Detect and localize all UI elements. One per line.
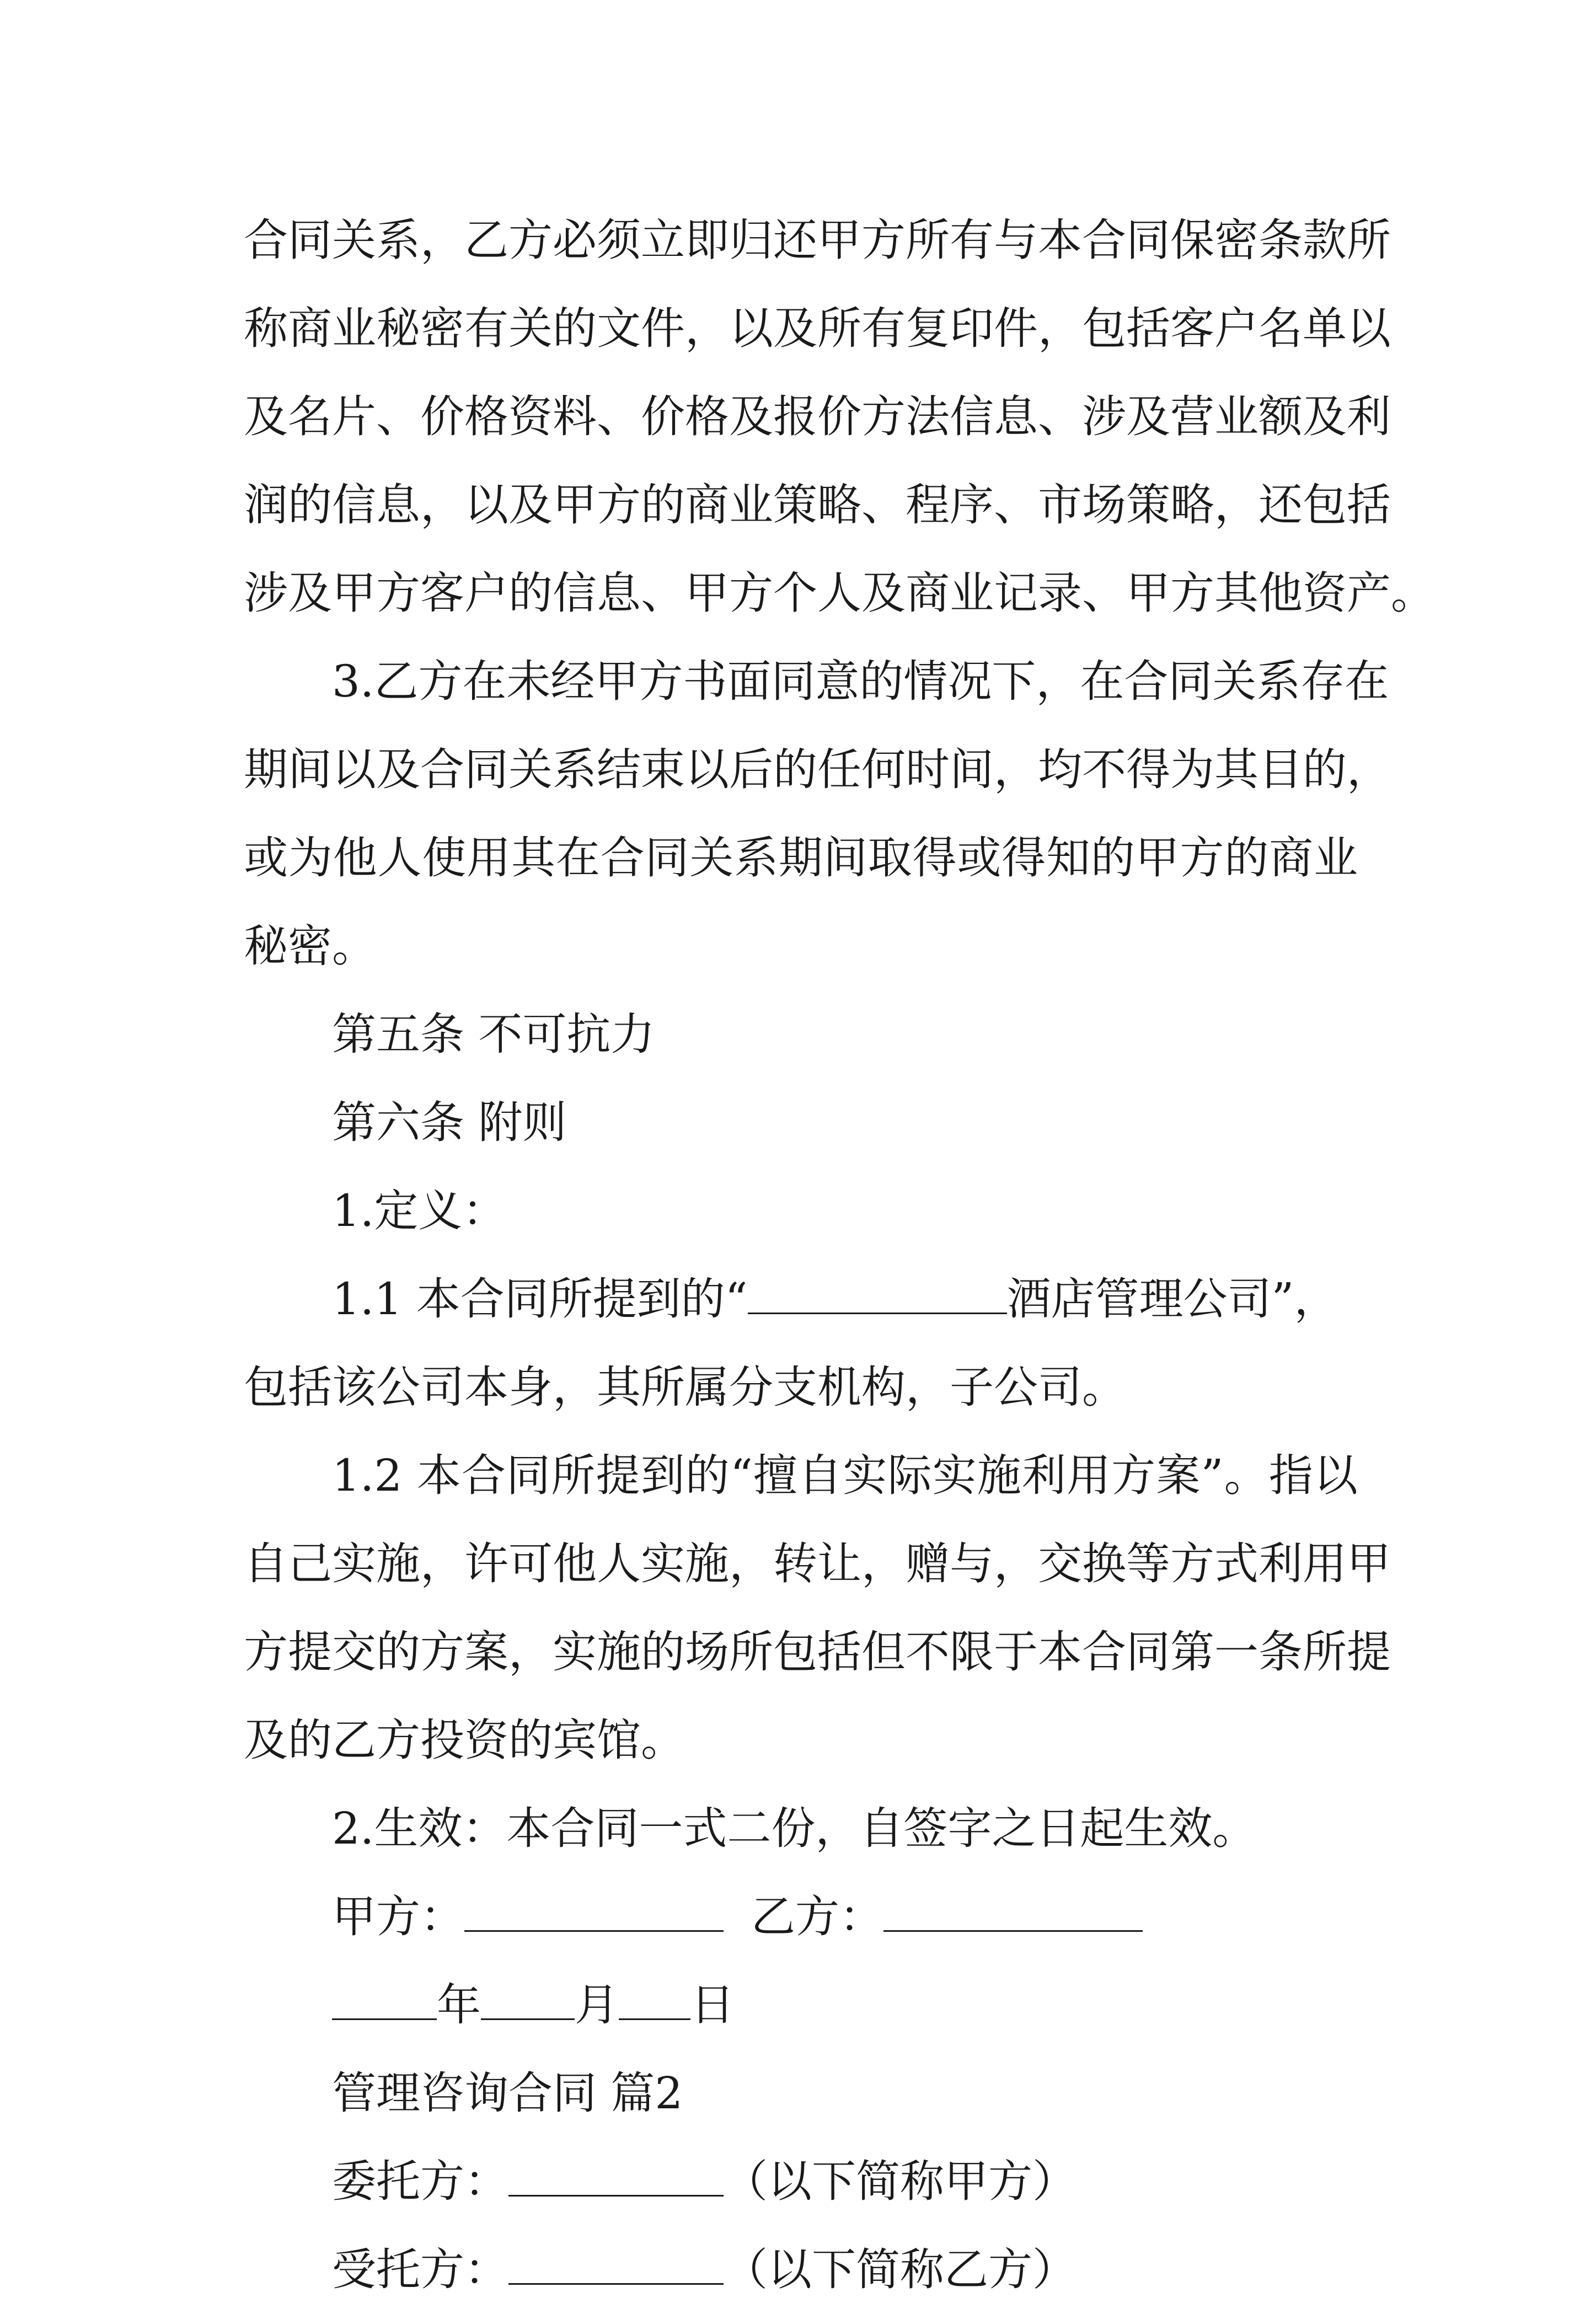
next-contract-title: 管理咨询合同 篇2 bbox=[332, 2067, 683, 2119]
client-line bbox=[332, 2138, 1446, 2226]
paragraph-line: 及名片、价格资料、价格及报价方法信息、涉及营业额及利 bbox=[244, 391, 1391, 442]
company-name-blank[interactable] bbox=[748, 1274, 1007, 1314]
client-label: 委托方： bbox=[332, 2156, 508, 2207]
date-line bbox=[332, 1961, 1446, 2049]
day-label: 日 bbox=[690, 1979, 735, 2031]
clause-3-line: 或为他人使用其在合同关系期间取得或得知的甲方的商业 bbox=[244, 832, 1358, 883]
clause-3-line: 期间以及合同关系结束以后的任何时间，均不得为其目的， bbox=[244, 744, 1391, 795]
article-6-heading: 第六条 附则 bbox=[332, 1097, 567, 1148]
day-blank[interactable] bbox=[619, 1980, 690, 2020]
signature-line bbox=[332, 1873, 1446, 1961]
paragraph-line: 合同关系，乙方必须立即归还甲方所有与本合同保密条款所 bbox=[244, 215, 1391, 266]
paragraph-line: 称商业秘密有关的文件，以及所有复印件，包括客户名单以 bbox=[244, 303, 1391, 354]
article-5-heading: 第五条 不可抗力 bbox=[332, 1009, 655, 1060]
definition-1-1-prefix: 1.1 本合同所提到的“ bbox=[332, 1273, 748, 1325]
clause-3-line: 秘密。 bbox=[244, 920, 376, 972]
definition-1-1-suffix: 酒店管理公司”， bbox=[1006, 1273, 1338, 1325]
definition-1-2-line: 及的乙方投资的宾馆。 bbox=[244, 1715, 685, 1766]
clause-3-line: 3.乙方在未经甲方书面同意的情况下，在合同关系存在 bbox=[332, 656, 1389, 707]
definition-1-1-continuation: 包括该公司本身，其所属分支机构，子公司。 bbox=[244, 1362, 1126, 1413]
definition-1-2-line: 1.2 本合同所提到的“擅自实际实施利用方案”。指以 bbox=[332, 1450, 1358, 1501]
trustee-label: 受托方： bbox=[332, 2244, 508, 2295]
definition-1-2-line: 自己实施，许可他人实施，转让，赠与，交换等方式利用甲 bbox=[244, 1538, 1391, 1589]
paragraph-line: 润的信息，以及甲方的商业策略、程序、市场策略，还包括 bbox=[244, 479, 1391, 531]
trustee-blank[interactable] bbox=[508, 2245, 724, 2285]
definition-heading: 1.定义： bbox=[332, 1185, 507, 1236]
definition-1-2-line: 方提交的方案，实施的场所包括但不限于本合同第一条所提 bbox=[244, 1626, 1391, 1678]
paragraph-line: 涉及甲方客户的信息、甲方个人及商业记录、甲方其他资产。 bbox=[244, 567, 1435, 619]
client-note: （以下简称甲方） bbox=[724, 2156, 1077, 2207]
year-label: 年 bbox=[437, 1979, 481, 2031]
month-label: 月 bbox=[575, 1979, 619, 2031]
party-b-blank[interactable] bbox=[883, 1892, 1143, 1932]
client-blank[interactable] bbox=[508, 2156, 724, 2197]
trustee-note: （以下简称乙方） bbox=[724, 2244, 1077, 2295]
year-blank[interactable] bbox=[332, 1980, 437, 2020]
party-a-label: 甲方： bbox=[332, 1891, 464, 1942]
effect-clause: 2.生效：本合同一式二份，自签字之日起生效。 bbox=[332, 1803, 1257, 1854]
month-blank[interactable] bbox=[481, 1980, 575, 2020]
definition-1-1 bbox=[332, 1255, 1446, 1343]
party-b-label: 乙方： bbox=[751, 1891, 883, 1942]
party-a-blank[interactable] bbox=[464, 1892, 724, 1932]
trustee-line bbox=[332, 2226, 1446, 2314]
